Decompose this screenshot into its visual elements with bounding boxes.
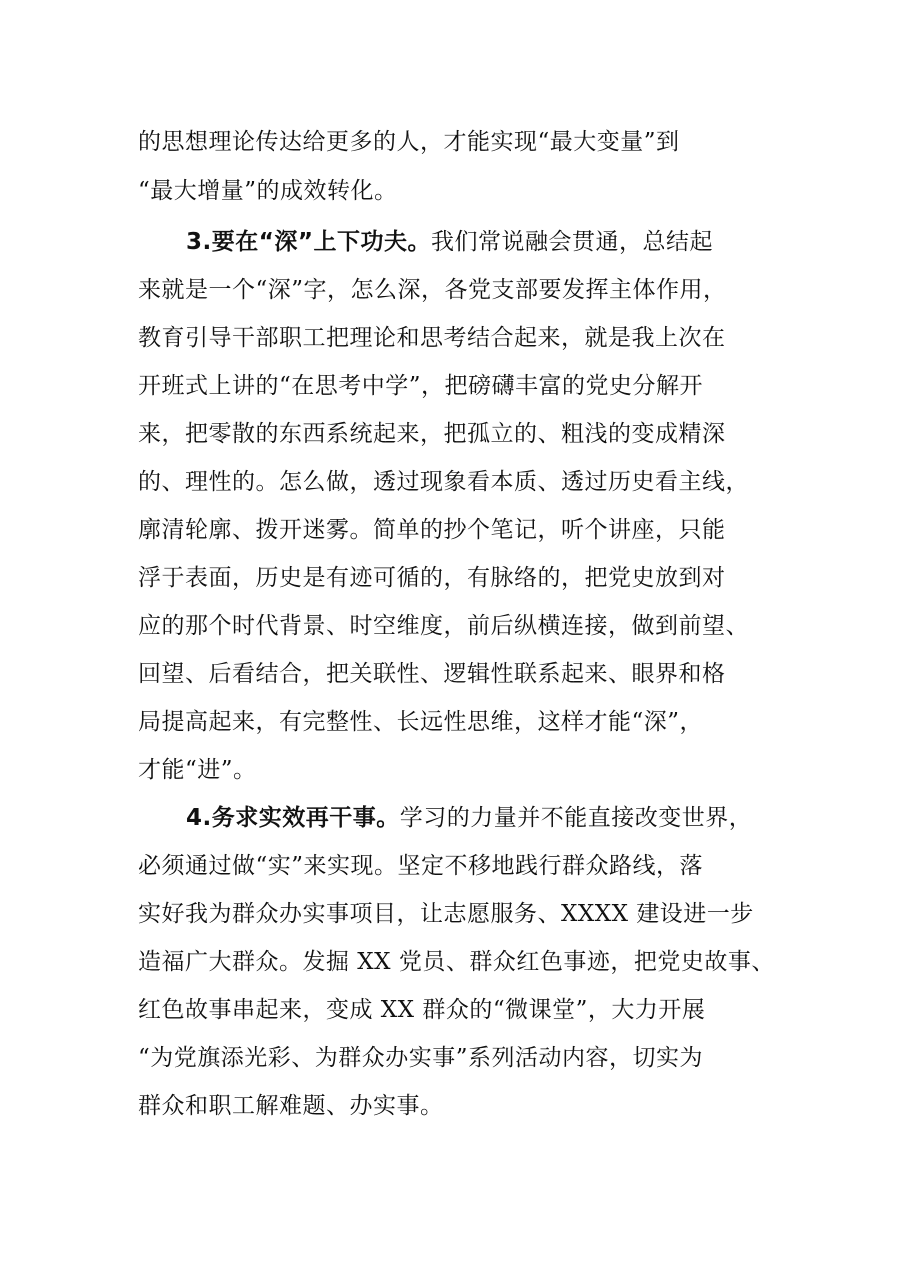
section-4-line: 实好我为群众办实事项目，让志愿服务、XXXX 建设进一步	[138, 901, 754, 927]
section-4-line: 造福广大群众。发掘 XX 党员、群众红色事迹，把党史故事、	[138, 949, 775, 975]
section-4-line: “为党旗添光彩、为群众办实事”系列活动内容，切实为	[138, 1045, 704, 1071]
section-3-line: 开班式上讲的“在思考中学”，把磅礴丰富的党史分解开	[138, 373, 704, 399]
section-3-line: 回望、后看结合，把关联性、逻辑性联系起来、眼界和格	[138, 661, 726, 687]
section-3-line: 来，把零散的东西系统起来，把孤立的、粗浅的变成精深	[138, 421, 726, 447]
intro-line-2: “最大增量”的成效转化。	[138, 178, 398, 204]
section-4-line: 群众和职工解难题、办实事。	[138, 1093, 444, 1119]
section-3-first-line-text: 我们常说融会贯通，总结起	[430, 229, 713, 255]
section-3-first-line	[186, 227, 713, 257]
section-3-heading: 3.要在“深”上下功夫。	[186, 229, 431, 255]
section-4-line: 必须通过做“实”来实现。坚定不移地践行群众路线，落	[138, 853, 704, 879]
section-3-line: 教育引导干部职工把理论和思考结合起来，就是我上次在	[138, 325, 726, 351]
section-3-line: 才能“进”。	[138, 757, 257, 783]
section-3-line: 应的那个时代背景、时空维度，前后纵横连接，做到前望、	[138, 613, 749, 639]
section-4-heading: 4.务求实效再干事。	[186, 805, 400, 831]
section-4-first-line	[186, 803, 752, 833]
section-3-line: 浮于表面，历史是有迹可循的，有脉络的，把党史放到对	[138, 565, 726, 591]
section-3-line: 的、理性的。怎么做，透过现象看本质、透过历史看主线，	[138, 469, 749, 495]
section-4-first-line-text: 学习的力量并不能直接改变世界，	[399, 805, 753, 831]
section-3-line: 廓清轮廓、拨开迷雾。简单的抄个笔记，听个讲座，只能	[138, 517, 726, 543]
section-3-line: 来就是一个“深”字，怎么深，各党支部要发挥主体作用，	[138, 277, 727, 303]
section-4-line: 红色故事串起来，变成 XX 群众的“微课堂”，大力开展	[138, 997, 706, 1023]
section-3-line: 局提高起来，有完整性、长远性思维，这样才能“深”，	[138, 709, 704, 735]
intro-line-1: 的思想理论传达给更多的人，才能实现“最大变量”到	[138, 129, 680, 155]
